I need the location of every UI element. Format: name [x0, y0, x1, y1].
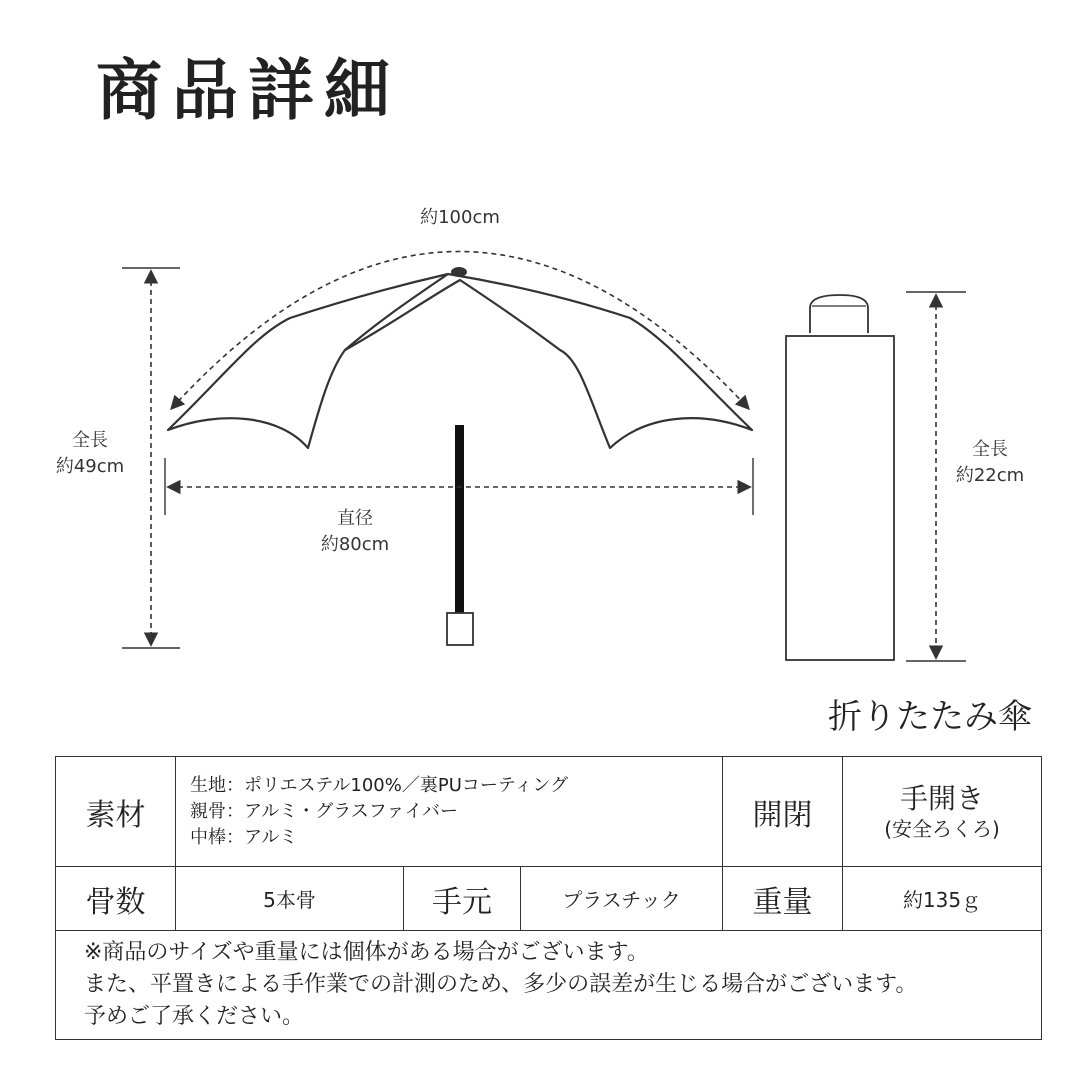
notes: ※商品のサイズや重量には個体がある場合がございます。 また、平置きによる手作業での計測のため、多少の誤差が生じる場合がございます。 予めご了承ください。 [56, 931, 1042, 1040]
umbrella-top-cap [451, 267, 467, 277]
diameter-label: 直径 約80cm [320, 508, 390, 555]
folded-length-label: 全長 約22cm [955, 439, 1025, 486]
weight-header: 重量 [723, 867, 843, 931]
umbrella-canopy [168, 274, 752, 448]
arc-length-label: 約100cm [420, 207, 500, 228]
umbrella-handle [447, 613, 473, 645]
opening-header: 開閉 [723, 757, 843, 867]
umbrella-shaft [455, 425, 464, 613]
folded-umbrella-cap [810, 295, 868, 333]
weight-value: 約135ｇ [843, 867, 1042, 931]
total-length-label: 全長 約49cm [55, 430, 125, 477]
material-value: 生地：ポリエステル100%／裏PUコーティング 親骨：アルミ・グラスファイバー 中棒：アルミ [176, 757, 723, 867]
table-row [56, 867, 1042, 931]
ribs-header: 骨数 [56, 867, 176, 931]
table-row [56, 757, 1042, 867]
spec-table [55, 756, 1042, 1040]
material-header: 素材 [56, 757, 176, 867]
table-row [56, 931, 1042, 1040]
handle-header: 手元 [404, 867, 521, 931]
folded-umbrella-body [786, 336, 894, 660]
handle-value: プラスチック [521, 867, 723, 931]
opening-value: 手開き (安全ろくろ) [843, 757, 1042, 867]
product-type: 折りたたみ傘 [828, 697, 1032, 737]
page-title: 商品詳細 [96, 52, 400, 129]
ribs-value: 5本骨 [176, 867, 404, 931]
